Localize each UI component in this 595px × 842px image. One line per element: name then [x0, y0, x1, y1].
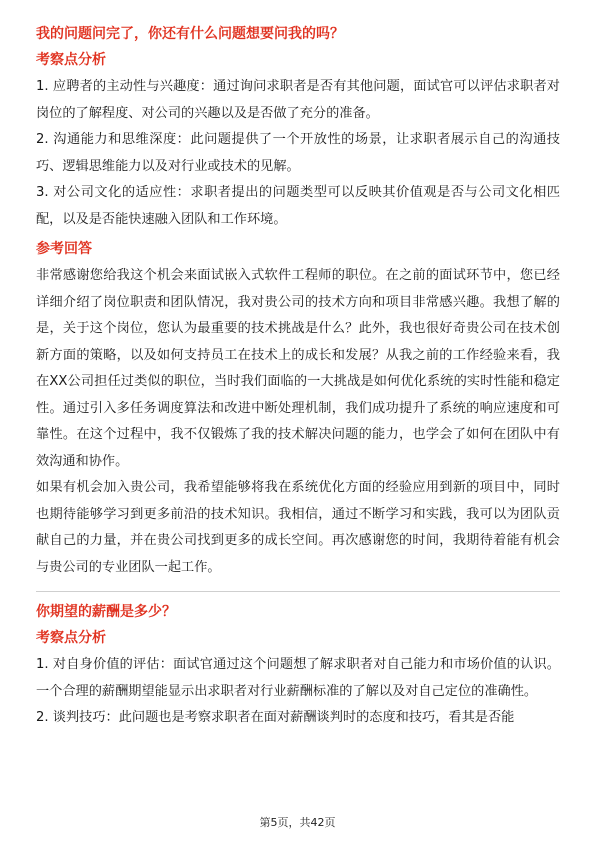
answer-heading: 参考回答 [36, 241, 92, 257]
analysis-point: 1. 对自身价值的评估：面试官通过这个问题想了解求职者对自己能力和市场价值的认识。一个合理的薪酬期望能显示出求职者对行业薪酬标准的了解以及对自己定位的准确性。 [36, 657, 560, 699]
document-page [36, 24, 560, 732]
analysis-heading-1: 考察点分析 [36, 52, 106, 68]
section-divider [36, 591, 560, 592]
question-title-2: 你期望的薪酬是多少？ [36, 604, 176, 620]
answer-paragraph: 如果有机会加入贵公司，我希望能够将我在系统优化方面的经验应用到新的项目中，同时也期待能够学习到更多前沿的技术知识。我相信，通过不断学习和实践，我可以为团队贡献自己的力量，并在贵公司找到更多的成长空间。再次感谢您的时间，我期待着能有机会与贵公司的专业团队一起工作。 [36, 480, 560, 575]
analysis-point: 1. 应聘者的主动性与兴趣度：通过询问求职者是否有其他问题，面试官可以评估求职者对岗位的了解程度、对公司的兴趣以及是否做了充分的准备。 [36, 79, 560, 121]
question-title-1: 我的问题问完了，你还有什么问题想要问我的吗？ [36, 26, 344, 42]
analysis-point: 2. 谈判技巧：此问题也是考察求职者在面对薪酬谈判时的态度和技巧，看其是否能 [36, 710, 515, 725]
answer-paragraph: 非常感谢您给我这个机会来面试嵌入式软件工程师的职位。在之前的面试环节中，您已经详细介绍了岗位职责和团队情况，我对贵公司的技术方向和项目非常感兴趣。我想了解的是，关于这个岗位，您认为最重要的技术挑战是什么？此外，我也很好奇贵公司在技术创新方面的策略，以及如何支持员工在技术上的成长和发展？从我之前的工作经验来看，我在XX公司担任过类似的职位，当时我们面临的一大挑战是如何优化系统的实时性能和稳定性。通过引入多任务调度算法和改进中断处理机制，我们成功提升了系统的响应速度和可靠性。在这个过程中，我不仅锻炼了我的技术解决问题的能力，也学会了如何在团队中有效沟通和协作。 [36, 268, 560, 469]
analysis-point: 2. 沟通能力和思维深度：此问题提供了一个开放性的场景，让求职者展示自己的沟通技巧、逻辑思维能力以及对行业或技术的见解。 [36, 132, 560, 174]
analysis-point: 3. 对公司文化的适应性：求职者提出的问题类型可以反映其价值观是否与公司文化相匹配，以及是否能快速融入团队和工作环境。 [36, 185, 560, 227]
page-footer: 第5页，共42页 [259, 816, 336, 829]
analysis-heading-2: 考察点分析 [36, 630, 106, 646]
